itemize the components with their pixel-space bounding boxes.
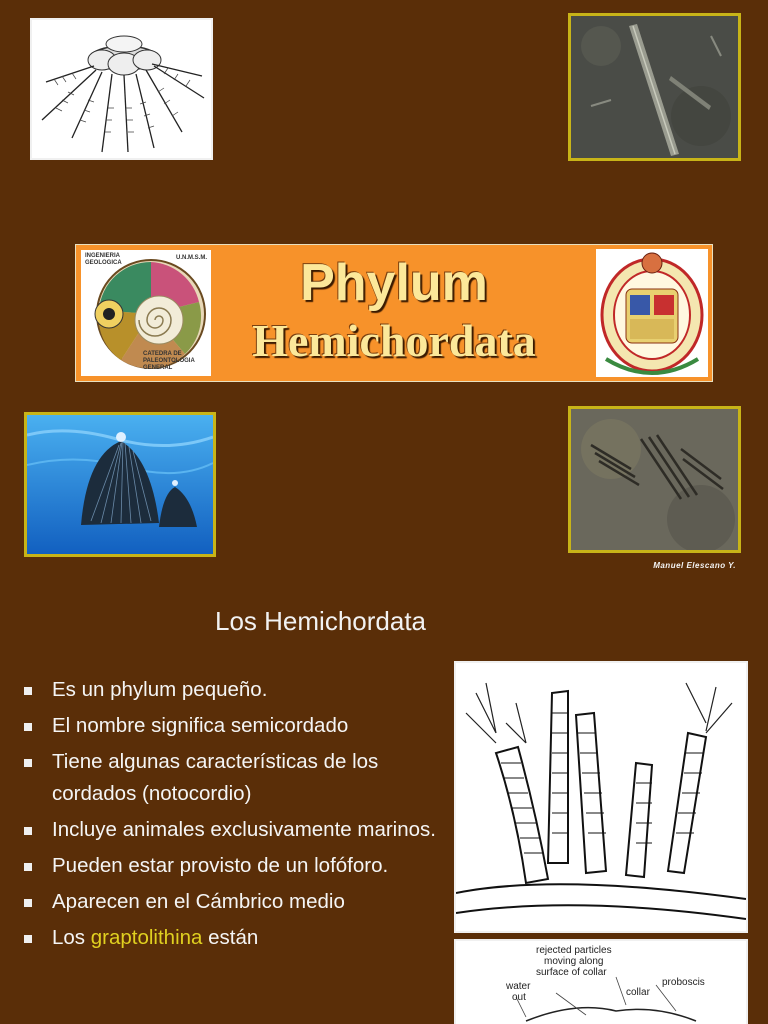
bullet-text: El nombre significa semicordado [52, 714, 349, 737]
logo-text-catedra: CATEDRA DE [143, 351, 182, 357]
bullet-square-icon [24, 759, 32, 767]
logo-text-geologica: GEOLOGICA [85, 260, 122, 266]
fossil-slab-drawing [571, 409, 738, 550]
label-out: out [512, 992, 526, 1003]
image-labeled-diagram [454, 939, 748, 1024]
bullet-item [20, 814, 440, 846]
title-line-2: Hemichordata [252, 315, 536, 366]
label-moving: moving along [544, 956, 604, 967]
logo-text-general: GENERAL [143, 365, 173, 371]
bullet-item [20, 710, 440, 742]
logo-text-ingenieria: INGENIERIA [85, 253, 121, 259]
bullet-square-icon [24, 863, 32, 871]
title-line-1: Phylum [300, 254, 488, 312]
label-proboscis: proboscis [662, 977, 705, 988]
seal-icon [596, 249, 708, 377]
image-fossil-photo-2 [568, 406, 741, 553]
colony-illustration [27, 415, 213, 554]
image-graptolite-sketch [30, 18, 213, 160]
bullet-text: Es un phylum pequeño. [52, 678, 268, 701]
pterobranch-tubes-drawing [456, 663, 746, 931]
graptolite-drawing [32, 20, 211, 158]
author-credit: Manuel Elescano Y. [653, 561, 736, 570]
bullet-text: Aparecen en el Cámbrico medio [52, 890, 345, 913]
bullet-text: están [202, 926, 259, 949]
label-collar: collar [626, 987, 650, 998]
bullet-text: Tiene algunas características de los cordados (notocordio) [52, 750, 379, 805]
title-banner [75, 244, 713, 382]
zooid-diagram [456, 941, 746, 1024]
image-pterobranch-drawing [454, 661, 748, 933]
fossil-drawing [571, 16, 738, 158]
bullet-item [20, 850, 440, 882]
bullet-square-icon [24, 899, 32, 907]
bullet-square-icon [24, 723, 32, 731]
bullet-square-icon [24, 935, 32, 943]
bullet-item [20, 746, 440, 810]
label-water: water [506, 981, 531, 992]
logo-text-paleontologia: PALEONTOLOGIA [143, 358, 195, 364]
image-fossil-photo-1 [568, 13, 741, 161]
bullet-list [20, 674, 440, 958]
bullet-item [20, 922, 440, 954]
label-surface: surface of collar [536, 967, 607, 978]
bullet-item [20, 886, 440, 918]
highlight-term: graptolithina [90, 926, 203, 949]
section-heading: Los Hemichordata [215, 606, 426, 636]
bullet-item [20, 674, 440, 706]
label-rejected: rejected particles [536, 945, 612, 956]
bullet-text: Pueden estar provisto de un lofóforo. [52, 854, 389, 877]
bullet-square-icon [24, 687, 32, 695]
bullet-text: Incluye animales exclusivamente marinos. [52, 818, 436, 841]
university-seal [596, 249, 708, 377]
bullet-square-icon [24, 827, 32, 835]
logo-text-unmsm: U.N.M.S.M. [176, 255, 207, 261]
bullet-text: Los [52, 926, 91, 949]
image-rhabdopleura-illustration [24, 412, 216, 557]
